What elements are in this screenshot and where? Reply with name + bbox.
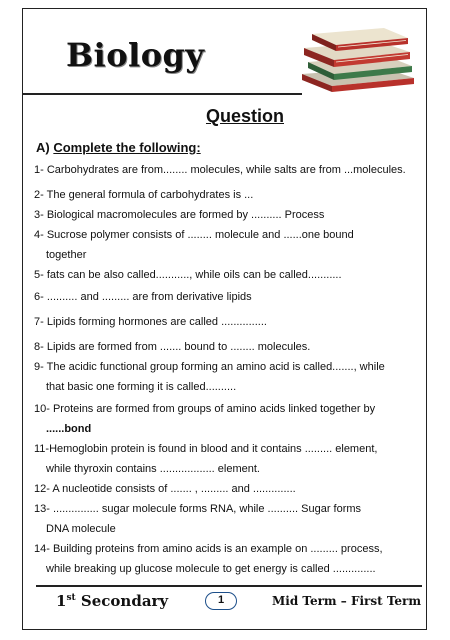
part-letter: A) <box>36 140 50 155</box>
books-stack-icon <box>296 22 420 94</box>
question-13-continued: DNA molecule <box>46 523 116 535</box>
section-heading <box>0 106 450 127</box>
question-11: 11-Hemoglobin protein is found in blood and it contains ......... element, <box>34 443 378 455</box>
part-instruction: Complete the following: <box>53 140 201 155</box>
question-8: 8- Lipids are formed from ....... bound to ........ molecules. <box>34 341 311 353</box>
question-4-continued: together <box>46 249 87 261</box>
question-5: 5- fats can be also called..........., while oils can be called........... <box>34 269 342 281</box>
footer-divider <box>36 585 422 587</box>
question-7: 7- Lipids forming hormones are called ............... <box>34 316 267 328</box>
question-12: 12- A nucleotide consists of ....... , ......... and .............. <box>34 483 296 495</box>
subject-title: Biology <box>66 36 205 74</box>
page-number-badge: 1 <box>205 592 237 610</box>
header-divider <box>22 93 302 95</box>
grade-number: 1 <box>56 592 67 610</box>
question-1: 1- Carbohydrates are from........ molecules, while salts are from ...molecules. <box>34 164 406 176</box>
question-4: 4- Sucrose polymer consists of ........ molecule and ......one bound <box>34 229 354 241</box>
question-13: 13- ............... sugar molecule forms RNA, while .......... Sugar forms <box>34 503 362 515</box>
footer-term: Mid Term – First Term <box>272 594 422 608</box>
question-9: 9- The acidic functional group forming an amino acid is called......., while <box>34 361 385 373</box>
section-title: Question <box>205 106 284 126</box>
question-11-continued: while thyroxin contains .................. element. <box>46 463 260 475</box>
question-10: 10- Proteins are formed from groups of amino acids linked together by <box>34 403 376 415</box>
question-6: 6- .......... and ......... are from derivative lipids <box>34 291 252 303</box>
question-10-continued: ......bond <box>46 423 92 435</box>
question-2: 2- The general formula of carbohydrates is ... <box>34 189 254 201</box>
question-9-continued: that basic one forming it is called.......... <box>46 381 237 393</box>
question-14: 14- Building proteins from amino acids is an example on ......... process, <box>34 543 383 555</box>
grade-suffix: st <box>66 593 76 603</box>
part-a-heading <box>36 140 201 155</box>
question-list <box>34 160 430 579</box>
footer-grade <box>56 592 168 610</box>
question-14-continued: while breaking up glucose molecule to get energy is called .............. <box>46 563 376 575</box>
grade-label: Secondary <box>80 592 169 610</box>
question-3: 3- Biological macromolecules are formed by .......... Process <box>34 209 325 221</box>
